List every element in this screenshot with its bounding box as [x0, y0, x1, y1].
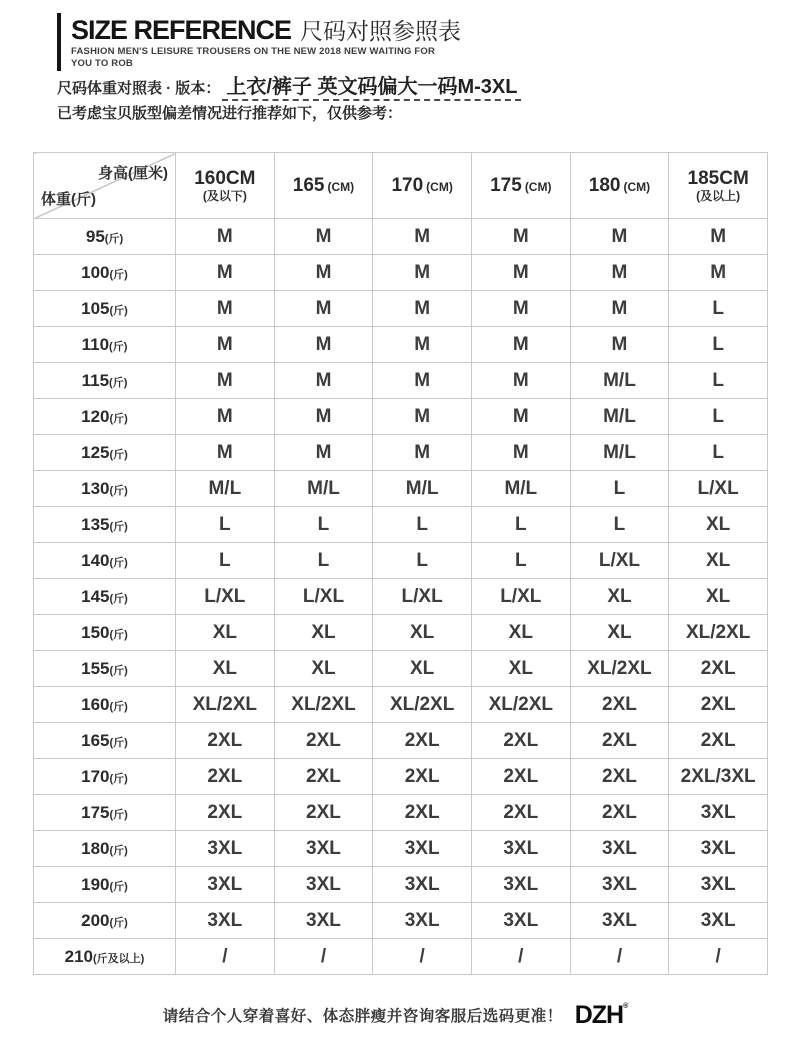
size-cell: XL — [669, 579, 768, 615]
size-cell: 2XL — [176, 795, 275, 831]
table-row — [34, 651, 768, 687]
size-cell: XL/2XL — [570, 651, 669, 687]
corner-weight-label: 体重(斤) — [41, 191, 96, 208]
size-cell: L — [176, 543, 275, 579]
recommendation-note: 已考虑宝贝版型偏差情况进行推荐如下，仅供参考： — [57, 105, 403, 122]
title-line — [71, 13, 461, 46]
weight-unit: (斤) — [109, 736, 128, 749]
weight-value: 125 — [81, 442, 110, 462]
size-cell: M — [471, 363, 570, 399]
size-cell: M — [274, 435, 373, 471]
size-cell: 2XL — [274, 795, 373, 831]
table-row — [34, 363, 768, 399]
size-cell: 3XL — [471, 867, 570, 903]
size-cell: L/XL — [669, 471, 768, 507]
size-cell: XL — [373, 651, 472, 687]
table-row — [34, 939, 768, 975]
size-cell: 2XL — [570, 759, 669, 795]
weight-value: 210 — [64, 946, 94, 966]
size-cell: M — [471, 255, 570, 291]
height-column-header — [570, 153, 669, 219]
version-line — [57, 70, 521, 99]
size-cell: M — [274, 363, 373, 399]
size-cell: 3XL — [669, 831, 768, 867]
weight-value: 115 — [81, 370, 110, 390]
weight-row-label — [34, 579, 176, 615]
table-row — [34, 471, 768, 507]
size-cell: M — [471, 435, 570, 471]
size-cell: 3XL — [373, 867, 472, 903]
diagonal-corner-cell — [34, 153, 176, 219]
size-cell: 2XL — [274, 759, 373, 795]
size-cell: M — [373, 363, 472, 399]
weight-unit: (斤) — [109, 772, 128, 785]
weight-value: 155 — [81, 658, 110, 678]
weight-unit: (斤) — [109, 484, 128, 497]
size-cell: L/XL — [373, 579, 472, 615]
size-cell: M — [373, 399, 472, 435]
size-cell: 3XL — [274, 831, 373, 867]
brand-header — [57, 13, 461, 71]
weight-value: 145 — [81, 586, 110, 606]
size-cell: M — [176, 291, 275, 327]
weight-unit: (斤及以上) — [93, 952, 145, 965]
size-cell: / — [274, 939, 373, 975]
size-cell: L — [669, 291, 768, 327]
size-cell: M — [373, 291, 472, 327]
weight-value: 110 — [81, 334, 110, 354]
footer-note: 请结合个人穿着喜好、体态胖瘦并咨询客服后选码更准！ — [162, 1008, 563, 1025]
size-cell: M — [570, 219, 669, 255]
weight-unit: (斤) — [109, 340, 128, 353]
size-cell: M — [274, 255, 373, 291]
height-column-header — [669, 153, 768, 219]
weight-value: 100 — [81, 262, 110, 282]
header-subtitle-line1: FASHION MEN'S LEISURE TROUSERS ON THE NEW 2018 NEW WAITING FOR — [71, 46, 436, 57]
size-cell: M — [274, 327, 373, 363]
page-title-cn: 尺码对照参照表 — [300, 18, 462, 44]
weight-unit: (斤) — [109, 916, 128, 929]
size-cell: XL/2XL — [669, 615, 768, 651]
table-row — [34, 219, 768, 255]
column-sub-label: (及以上) — [696, 188, 741, 203]
weight-unit: (斤) — [109, 520, 128, 533]
size-cell: M/L — [570, 363, 669, 399]
weight-value: 130 — [81, 478, 110, 498]
column-sub-label: (CM) — [623, 179, 651, 194]
weight-value: 190 — [81, 874, 110, 894]
weight-value: 150 — [81, 622, 110, 642]
weight-unit: (斤) — [109, 268, 128, 281]
size-cell: 2XL — [471, 723, 570, 759]
size-cell: 3XL — [570, 903, 669, 939]
header-subtitle-line2: YOU TO ROB — [71, 58, 133, 70]
table-row — [34, 399, 768, 435]
weight-unit: (斤) — [109, 376, 128, 389]
size-cell: M — [570, 255, 669, 291]
registered-mark: ® — [623, 1002, 628, 1010]
size-reference-table — [33, 152, 768, 975]
size-cell: M — [471, 219, 570, 255]
weight-unit: (斤) — [109, 412, 128, 425]
weight-unit: (斤) — [109, 592, 128, 605]
weight-unit: (斤) — [104, 232, 124, 245]
size-cell: 2XL — [176, 759, 275, 795]
size-cell: L — [570, 507, 669, 543]
size-cell: M/L — [373, 471, 472, 507]
size-cell: M — [373, 219, 472, 255]
size-cell: M/L — [471, 471, 570, 507]
height-column-header — [176, 153, 275, 219]
column-sub-label: (及以下) — [202, 188, 247, 203]
size-cell: 2XL — [373, 759, 472, 795]
weight-value: 180 — [81, 838, 110, 858]
column-main-label: 185CM — [687, 167, 749, 189]
size-cell: L — [669, 327, 768, 363]
size-cell: 2XL — [669, 651, 768, 687]
size-cell: 2XL — [373, 723, 472, 759]
table-row — [34, 723, 768, 759]
size-cell: / — [176, 939, 275, 975]
weight-row-label — [34, 687, 176, 723]
size-cell: 3XL — [176, 831, 275, 867]
size-cell: M — [471, 291, 570, 327]
size-cell: M/L — [274, 471, 373, 507]
size-cell: L/XL — [570, 543, 669, 579]
table-row — [34, 903, 768, 939]
size-cell: 2XL — [471, 795, 570, 831]
size-cell: / — [471, 939, 570, 975]
size-cell: M — [176, 363, 275, 399]
size-cell: XL/2XL — [274, 687, 373, 723]
weight-unit: (斤) — [109, 664, 128, 677]
weight-row-label — [34, 435, 176, 471]
size-cell: M/L — [176, 471, 275, 507]
weight-row-label — [34, 219, 176, 255]
size-cell: XL — [274, 651, 373, 687]
size-cell: 3XL — [274, 903, 373, 939]
weight-row-label — [34, 759, 176, 795]
weight-row-label — [34, 723, 176, 759]
size-cell: M — [570, 291, 669, 327]
size-cell: M — [373, 255, 472, 291]
column-main-label: 160CM — [194, 167, 256, 189]
weight-row-label — [34, 939, 176, 975]
size-cell: 2XL — [176, 723, 275, 759]
table-row — [34, 687, 768, 723]
height-column-header — [274, 153, 373, 219]
size-cell: L — [669, 363, 768, 399]
footer — [0, 998, 790, 1032]
height-column-header — [373, 153, 472, 219]
version-value: 上衣/裤子 英文码偏大一码M-3XL — [222, 76, 521, 101]
table-row — [34, 831, 768, 867]
size-cell: 2XL — [669, 687, 768, 723]
size-cell: XL — [471, 615, 570, 651]
table-row — [34, 507, 768, 543]
size-cell: M — [373, 435, 472, 471]
size-cell: M — [669, 255, 768, 291]
weight-unit: (斤) — [109, 556, 128, 569]
table-row — [34, 795, 768, 831]
size-cell: L — [176, 507, 275, 543]
weight-row-label — [34, 399, 176, 435]
column-main-label: 180 — [588, 174, 621, 196]
size-cell: 3XL — [274, 867, 373, 903]
size-cell: L — [373, 507, 472, 543]
weight-row-label — [34, 543, 176, 579]
weight-row-label — [34, 651, 176, 687]
table-row — [34, 615, 768, 651]
size-cell: L — [669, 435, 768, 471]
size-cell: 3XL — [669, 903, 768, 939]
size-cell: M — [471, 327, 570, 363]
size-cell: M — [669, 219, 768, 255]
size-cell: M — [176, 255, 275, 291]
size-cell: 2XL — [669, 723, 768, 759]
table-row — [34, 435, 768, 471]
weight-row-label — [34, 507, 176, 543]
weight-value: 95 — [85, 226, 105, 246]
size-cell: M — [274, 291, 373, 327]
size-cell: M — [176, 399, 275, 435]
size-cell: M — [176, 435, 275, 471]
column-main-label: 170 — [391, 174, 424, 196]
table-row — [34, 867, 768, 903]
size-cell: L — [669, 399, 768, 435]
size-cell: / — [669, 939, 768, 975]
table-header-row — [34, 153, 768, 219]
weight-value: 170 — [81, 766, 110, 786]
size-cell: L — [570, 471, 669, 507]
weight-row-label — [34, 327, 176, 363]
size-cell: XL — [274, 615, 373, 651]
size-cell: 3XL — [570, 831, 669, 867]
weight-value: 200 — [81, 910, 110, 930]
size-cell: 2XL/3XL — [669, 759, 768, 795]
size-cell: XL/2XL — [373, 687, 472, 723]
size-cell: / — [373, 939, 472, 975]
size-cell: L/XL — [274, 579, 373, 615]
weight-value: 135 — [81, 514, 110, 534]
size-cell: M/L — [570, 399, 669, 435]
size-cell: M/L — [570, 435, 669, 471]
table-row — [34, 543, 768, 579]
size-cell: XL — [669, 507, 768, 543]
version-label: 尺码体重对照表 · 版本： — [57, 80, 221, 97]
size-cell: M — [176, 219, 275, 255]
table-row — [34, 579, 768, 615]
weight-row-label — [34, 615, 176, 651]
weight-row-label — [34, 255, 176, 291]
column-sub-label: (CM) — [524, 179, 552, 194]
weight-unit: (斤) — [109, 700, 128, 713]
size-cell: / — [570, 939, 669, 975]
weight-value: 175 — [81, 802, 110, 822]
size-cell: 3XL — [373, 903, 472, 939]
size-cell: XL — [669, 543, 768, 579]
size-cell: 3XL — [570, 867, 669, 903]
size-cell: 2XL — [274, 723, 373, 759]
weight-value: 140 — [81, 550, 110, 570]
size-cell: L/XL — [176, 579, 275, 615]
size-cell: L — [471, 543, 570, 579]
weight-row-label — [34, 903, 176, 939]
size-cell: L — [274, 543, 373, 579]
size-cell: 2XL — [570, 687, 669, 723]
size-cell: L/XL — [471, 579, 570, 615]
table-row — [34, 255, 768, 291]
size-cell: XL/2XL — [176, 687, 275, 723]
size-cell: 3XL — [373, 831, 472, 867]
weight-row-label — [34, 291, 176, 327]
height-column-header — [471, 153, 570, 219]
size-cell: 2XL — [471, 759, 570, 795]
weight-unit: (斤) — [109, 628, 128, 641]
table-row — [34, 291, 768, 327]
weight-row-label — [34, 831, 176, 867]
weight-row-label — [34, 471, 176, 507]
corner-height-label: 身高(厘米) — [98, 165, 168, 182]
size-cell: XL/2XL — [471, 687, 570, 723]
size-cell: M — [274, 399, 373, 435]
weight-row-label — [34, 363, 176, 399]
weight-value: 160 — [81, 694, 110, 714]
size-cell: 3XL — [669, 795, 768, 831]
size-cell: M — [176, 327, 275, 363]
weight-row-label — [34, 867, 176, 903]
size-cell: 3XL — [471, 831, 570, 867]
weight-unit: (斤) — [109, 808, 128, 821]
table-row — [34, 759, 768, 795]
size-cell: XL — [471, 651, 570, 687]
size-cell: XL — [570, 615, 669, 651]
size-cell: M — [274, 219, 373, 255]
size-cell: XL — [176, 651, 275, 687]
size-cell: 3XL — [669, 867, 768, 903]
size-cell: XL — [176, 615, 275, 651]
column-sub-label: (CM) — [327, 179, 355, 194]
column-main-label: 175 — [490, 174, 522, 196]
size-cell: L — [471, 507, 570, 543]
weight-unit: (斤) — [109, 844, 128, 857]
size-cell: XL — [373, 615, 472, 651]
column-sub-label: (CM) — [426, 179, 453, 194]
size-cell: M — [373, 327, 472, 363]
weight-unit: (斤) — [109, 304, 128, 317]
column-main-label: 165 — [292, 174, 325, 196]
brand-logo — [574, 1000, 628, 1029]
size-cell: M — [471, 399, 570, 435]
size-cell: XL — [570, 579, 669, 615]
weight-unit: (斤) — [109, 448, 128, 461]
weight-value: 165 — [81, 730, 110, 750]
weight-unit: (斤) — [109, 880, 128, 893]
size-cell: 3XL — [176, 867, 275, 903]
table-row — [34, 327, 768, 363]
brand-logo-text: DZH — [574, 1000, 624, 1029]
page-title-en: SIZE REFERENCE — [71, 15, 292, 45]
size-cell: 2XL — [570, 795, 669, 831]
size-cell: 2XL — [570, 723, 669, 759]
weight-row-label — [34, 795, 176, 831]
size-cell: 2XL — [373, 795, 472, 831]
size-cell: 3XL — [471, 903, 570, 939]
size-cell: 3XL — [176, 903, 275, 939]
size-cell: L — [373, 543, 472, 579]
weight-value: 120 — [81, 406, 110, 426]
size-cell: M — [570, 327, 669, 363]
size-cell: L — [274, 507, 373, 543]
weight-value: 105 — [81, 298, 110, 318]
